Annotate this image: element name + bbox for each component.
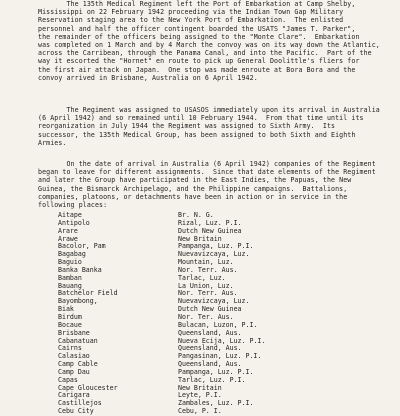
text-line: companies, platoons, or detachments have been in action or in service in the (38, 192, 348, 201)
place-name: Aitape (58, 211, 82, 219)
paragraph-embarkation (38, 0, 378, 82)
place-name: Arawe (58, 234, 78, 243)
place-location: Pangasinan, Luz. P.I. (178, 352, 262, 361)
place-name: Cairns (58, 344, 82, 353)
place-name: Bocaue (58, 320, 82, 329)
place-name: Capas (58, 375, 78, 384)
places-list (58, 212, 358, 416)
place-location: New Britain (178, 234, 222, 243)
text-line: the first air attack on Japan. One stop was made enroute at Bora Bora and the (38, 65, 356, 74)
place-name: Camp Dau (58, 367, 90, 376)
place-location: Leyte, P.I. (178, 391, 222, 400)
place-name: Camp Cable (58, 360, 98, 369)
text-line: convoy arrived in Brisbane, Australia on 6 April 1942. (38, 73, 258, 82)
place-location: Queensland, Aus. (178, 360, 242, 369)
place-name: Batchelor Field (58, 289, 118, 298)
place-name: Bamban (58, 273, 82, 282)
text-line: began to leave for different assignments. Since that date elements of the Regiment (38, 168, 376, 177)
text-line: personnel and half the officer contingent boarded the USATS "James T. Parker", (38, 24, 356, 33)
place-location: Pampanga, Luz. P.I. (178, 367, 254, 376)
place-location: Mountain, Luz. (178, 258, 234, 267)
text-line: across the Carribean, through the Panama Canal, and into the Pacific. Part of the (38, 49, 372, 58)
place-name: Birdum (58, 312, 82, 321)
text-line: was completed on 1 March and by 4 March the convoy was on its way down the Atlantic, (38, 41, 380, 50)
place-location: Nor. Terr. Aus. (178, 289, 238, 298)
place-location: Br. N. G. (178, 211, 214, 219)
text-line: the remainder of the officers being assigned to the "Monte Clare". Embarkation (38, 32, 360, 41)
place-location: Nor. Terr. Aus. (178, 265, 238, 274)
place-location: La Union, Luz. (178, 281, 234, 290)
text-line: The 135th Medical Regiment left the Port of Embarkation at Camp Shelby, (38, 0, 356, 8)
place-location: Nuevavizcaya, Luz. (178, 250, 250, 259)
place-location: Nuevavizcaya, Luz. (178, 297, 250, 306)
place-location: Rizal, Luz. P.I. (178, 218, 242, 227)
place-row (58, 408, 358, 416)
place-location: New Britain (178, 383, 222, 392)
place-location: Bulacan, Luzon, P.I. (178, 320, 258, 329)
paragraph-assignment (38, 106, 378, 147)
place-name: Cebu City (58, 407, 94, 416)
place-name: Arare (58, 226, 78, 235)
place-location: Queensland, Aus. (178, 344, 242, 353)
place-location: Tarlac, Luz. (178, 273, 226, 282)
place-name: Biak (58, 305, 74, 314)
place-location: Zambales, Luz. P.I. (178, 399, 254, 408)
text-line: Mississippi on 22 February 1942 proceeding via the Indian Town Gap Military (38, 8, 344, 17)
place-location: Dutch New Guinea (178, 226, 242, 235)
place-location: Nor. Ter. Aus. (178, 312, 234, 321)
place-name: Castillejos (58, 399, 102, 408)
text-line: The Regiment was assigned to USASOS immediately upon its arrival in Australia (38, 106, 380, 114)
text-line: On the date of arrival in Australia (6 April 1942) companies of the Regiment (38, 160, 376, 168)
place-name: Carigara (58, 391, 90, 400)
place-name: Banka Banka (58, 265, 102, 274)
text-line: and later the Group have participated in the East Indies, the Papuas, the New (38, 176, 352, 185)
place-location: Pampanga, Luz. P.I. (178, 242, 254, 251)
text-line: (6 April 1942) and so remained until 10 February 1944. From that time until its (38, 114, 364, 123)
place-name: Bayombong, (58, 297, 98, 306)
place-name: Bacolor, Pam (58, 242, 106, 251)
text-line: successor, the 135th Medical Group, has been assigned to both Sixth and Eighth (38, 130, 356, 139)
place-location: Tarlac, Luz. P.I. (178, 375, 246, 384)
text-line: Armies. (38, 138, 67, 147)
place-location: Cebu, P. I. (178, 407, 222, 416)
place-location: Dutch New Guinea (178, 305, 242, 314)
text-line: reorganization in July 1944 the Regiment was assigned to Sixth Army. Its (38, 122, 336, 131)
place-name: Cape Gloucester (58, 383, 118, 392)
place-location: Queensland, Aus. (178, 328, 242, 337)
text-line: following places: (38, 201, 108, 210)
place-name: Bauang (58, 281, 82, 290)
place-name: Antipolo (58, 218, 90, 227)
place-name: Cabanatuan (58, 336, 98, 345)
text-line: way it escorted the "Hornet" en route to pick up General Doolittle's fliers for (38, 57, 360, 66)
paragraph-campaigns (38, 160, 378, 209)
place-name: Bagabag (58, 250, 86, 259)
place-name: Brisbane (58, 328, 90, 337)
place-name: Calasiao (58, 352, 90, 361)
text-line: Guinea, the Bismarck Archipelago, and the Philippine campaigns. Battalions, (38, 184, 348, 193)
text-line: Reservation staging area to the New York Port of Embarkation. The enlisted (38, 16, 344, 25)
place-location: Nueva Ecija, Luz. P.I. (178, 336, 266, 345)
place-name: Baguio (58, 258, 82, 267)
